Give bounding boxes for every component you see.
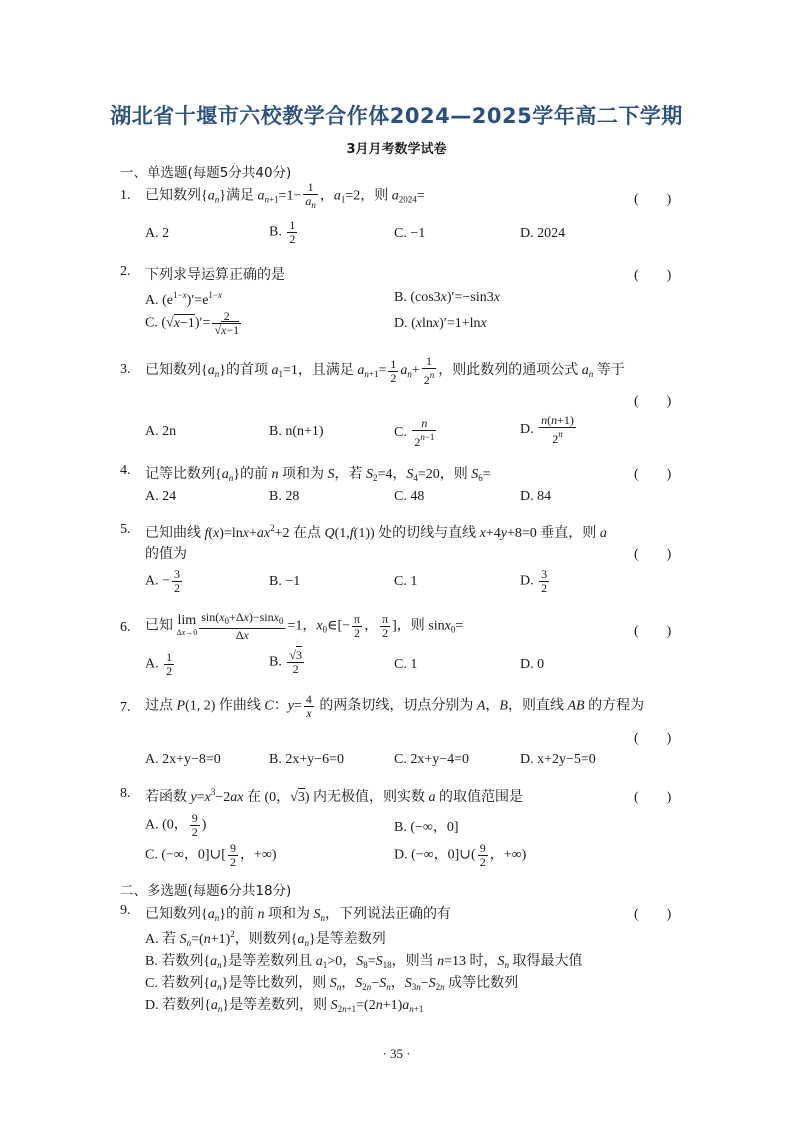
q2-option-d: D. (xlnx)′=1+lnx (394, 316, 487, 331)
page-title: 湖北省十堰市六校教学合作体2024—2025学年高二下学期 (110, 104, 683, 128)
q6-option-a: A. $\frac{1}{2}$ (145, 650, 173, 678)
q4-number: 4. (120, 463, 131, 478)
q3-option-d: D. $\frac{n(n+1)}{2^n}$ (520, 413, 574, 446)
q1-option-a: A. 2 (145, 226, 170, 241)
q6-option-b: B. $\frac{√3}{2}$ (269, 648, 302, 676)
q6-option-c: C. 1 (394, 657, 418, 672)
q8-text: 若函数 $y=x^3-2ax$ 在 (0，√3) 内无极值，则实数 a 的取值范围是 (145, 787, 523, 805)
page-number: · 35 · (382, 1046, 411, 1061)
q5-option-b: B. −1 (269, 574, 301, 589)
q3-option-a: A. 2n (145, 424, 177, 439)
q7-answer-paren: ( ) (634, 731, 672, 746)
q1-option-c: C. −1 (394, 226, 426, 241)
q7-option-d: D. x+2y−5=0 (520, 752, 596, 767)
q9-option-b: B. 若数列$\{a_n\}$是等差数列且 $a_1>0$，$S_8=S_{18}$，则当 n=13 时，$S_n$ 取得最大值 (145, 954, 583, 970)
q6-number: 6. (120, 620, 131, 635)
q4-text: 记等比数列$\{a_n\}$的前 n 项和为 S，若 $S_2=4$，$S_4=20$，则 $S_6=$ (145, 467, 491, 483)
q2-option-c: C. (√x−1)′= $\frac{2}{√x-1}$ (145, 309, 240, 337)
q5-option-d: D. $\frac{3}{2}$ (520, 567, 548, 595)
q5-text: 已知曲线 $f(x)=\ln x+ax^2+2$ 在点 Q(1,f(1)) 处的切线与直线 x+4y+8=0 垂直，则 a (145, 523, 607, 541)
q5-option-c: C. 1 (394, 574, 418, 589)
q1-option-d: D. 2024 (520, 226, 566, 241)
q2-option-b: B. (cos3x)′=−sin3x (394, 290, 500, 305)
q9-option-a: A. 若 $S_n=(n+1)^2$，则数列$\{a_n\}$是等差数列 (145, 929, 386, 948)
q2-answer-paren: ( ) (634, 268, 672, 283)
q3-answer-paren: ( ) (634, 394, 672, 409)
q1-number: 1. (120, 188, 131, 203)
q5-option-a: A. − $\frac{3}{2}$ (145, 567, 181, 595)
q6-option-d: D. 0 (520, 657, 545, 672)
q8-option-c: C. (−∞，0]∪[ $\frac{9}{2}$ ，+∞) (145, 841, 277, 869)
q9-number: 9. (120, 903, 131, 918)
q5-text-line2: 的值为 (145, 547, 187, 562)
q7-text: 过点 P(1, 2) 作曲线 C：y= $\frac{4}{x}$ 的两条切线，切点分别为 A，B，则直线 AB 的方程为 (145, 692, 645, 720)
q9-option-c: C. 若数列$\{a_n\}$是等比数列，则 $S_n$，$S_{2n}-S_n$，$S_{3n}-S_{2n}$ 成等比数列 (145, 976, 519, 992)
section-single-choice: 一、单选题(每题5分共40分) (120, 165, 292, 181)
q7-option-a: A. 2x+y−8=0 (145, 752, 221, 767)
q2-text: 下列求导运算正确的是 (145, 268, 285, 283)
q7-option-b: B. 2x+y−6=0 (269, 752, 345, 767)
q4-option-a: A. 24 (145, 489, 177, 504)
q3-number: 3. (120, 362, 131, 377)
q8-option-a: A. (0， $\frac{9}{2}$ ) (145, 811, 207, 839)
q4-option-c: C. 48 (394, 489, 425, 504)
q8-answer-paren: ( ) (634, 790, 672, 805)
q6-answer-paren: ( ) (634, 624, 672, 639)
exam-subtitle: 3月月考数学试卷 (346, 142, 447, 157)
q4-option-d: D. 84 (520, 489, 552, 504)
q5-answer-paren: ( ) (634, 547, 672, 562)
q6-text: 已知 lim Δx→0 $\frac{\sin(x_0+\Delta x)-\sin x_0}{\Delta x}$ =1，$x_0\in[-$ $\frac{\pi}{2}$ ， $\frac{\pi}{2}$ ]，则 sinx$_0$= (145, 610, 464, 642)
q8-option-d: D. (−∞，0]∪( $\frac{9}{2}$ ，+∞) (394, 841, 527, 869)
q9-answer-paren: ( ) (634, 907, 672, 922)
q3-option-c: C. $\frac{n}{2^{n-1}}$ (394, 416, 435, 449)
q9-option-d: D. 若数列$\{a_n\}$是等差数列，则 $S_{2n+1}=(2n+1)a_{n+1}$ (145, 998, 424, 1014)
q7-option-c: C. 2x+y−4=0 (394, 752, 470, 767)
q8-option-b: B. (−∞，0] (394, 820, 459, 835)
q3-text: 已知数列$\{a_n\}$的首项 $a_1=1$，且满足 $a_{n+1}=$ $\frac{1}{2}$ $a_n+$ $\frac{1}{2^n}$ ，则此数列的通项公式 $a_n$ 等于 (145, 354, 625, 387)
q7-number: 7. (120, 700, 131, 715)
section-multi-choice: 二、多选题(每题6分共18分) (120, 883, 292, 899)
q8-number: 8. (120, 786, 131, 801)
q4-answer-paren: ( ) (634, 467, 672, 482)
q5-number: 5. (120, 522, 131, 537)
q9-text: 已知数列$\{a_n\}$的前 n 项和为 $S_n$，下列说法正确的有 (145, 907, 451, 923)
q2-number: 2. (120, 264, 131, 279)
q1-option-b: B. $\frac{1}{2}$ (269, 218, 296, 246)
q3-option-b: B. n(n+1) (269, 424, 324, 439)
q1-answer-paren: ( ) (634, 192, 672, 207)
q2-option-a: A. $(e^{1-x})'=e^{1-x}$ (145, 290, 222, 308)
q4-option-b: B. 28 (269, 489, 300, 504)
q1-text: 已知数列$\{a_n\}$满足 $a_{n+1}=1-$ $\frac{1}{a_n}$ ，$a_1=2$，则 $a_{2024}=$ (145, 180, 425, 210)
